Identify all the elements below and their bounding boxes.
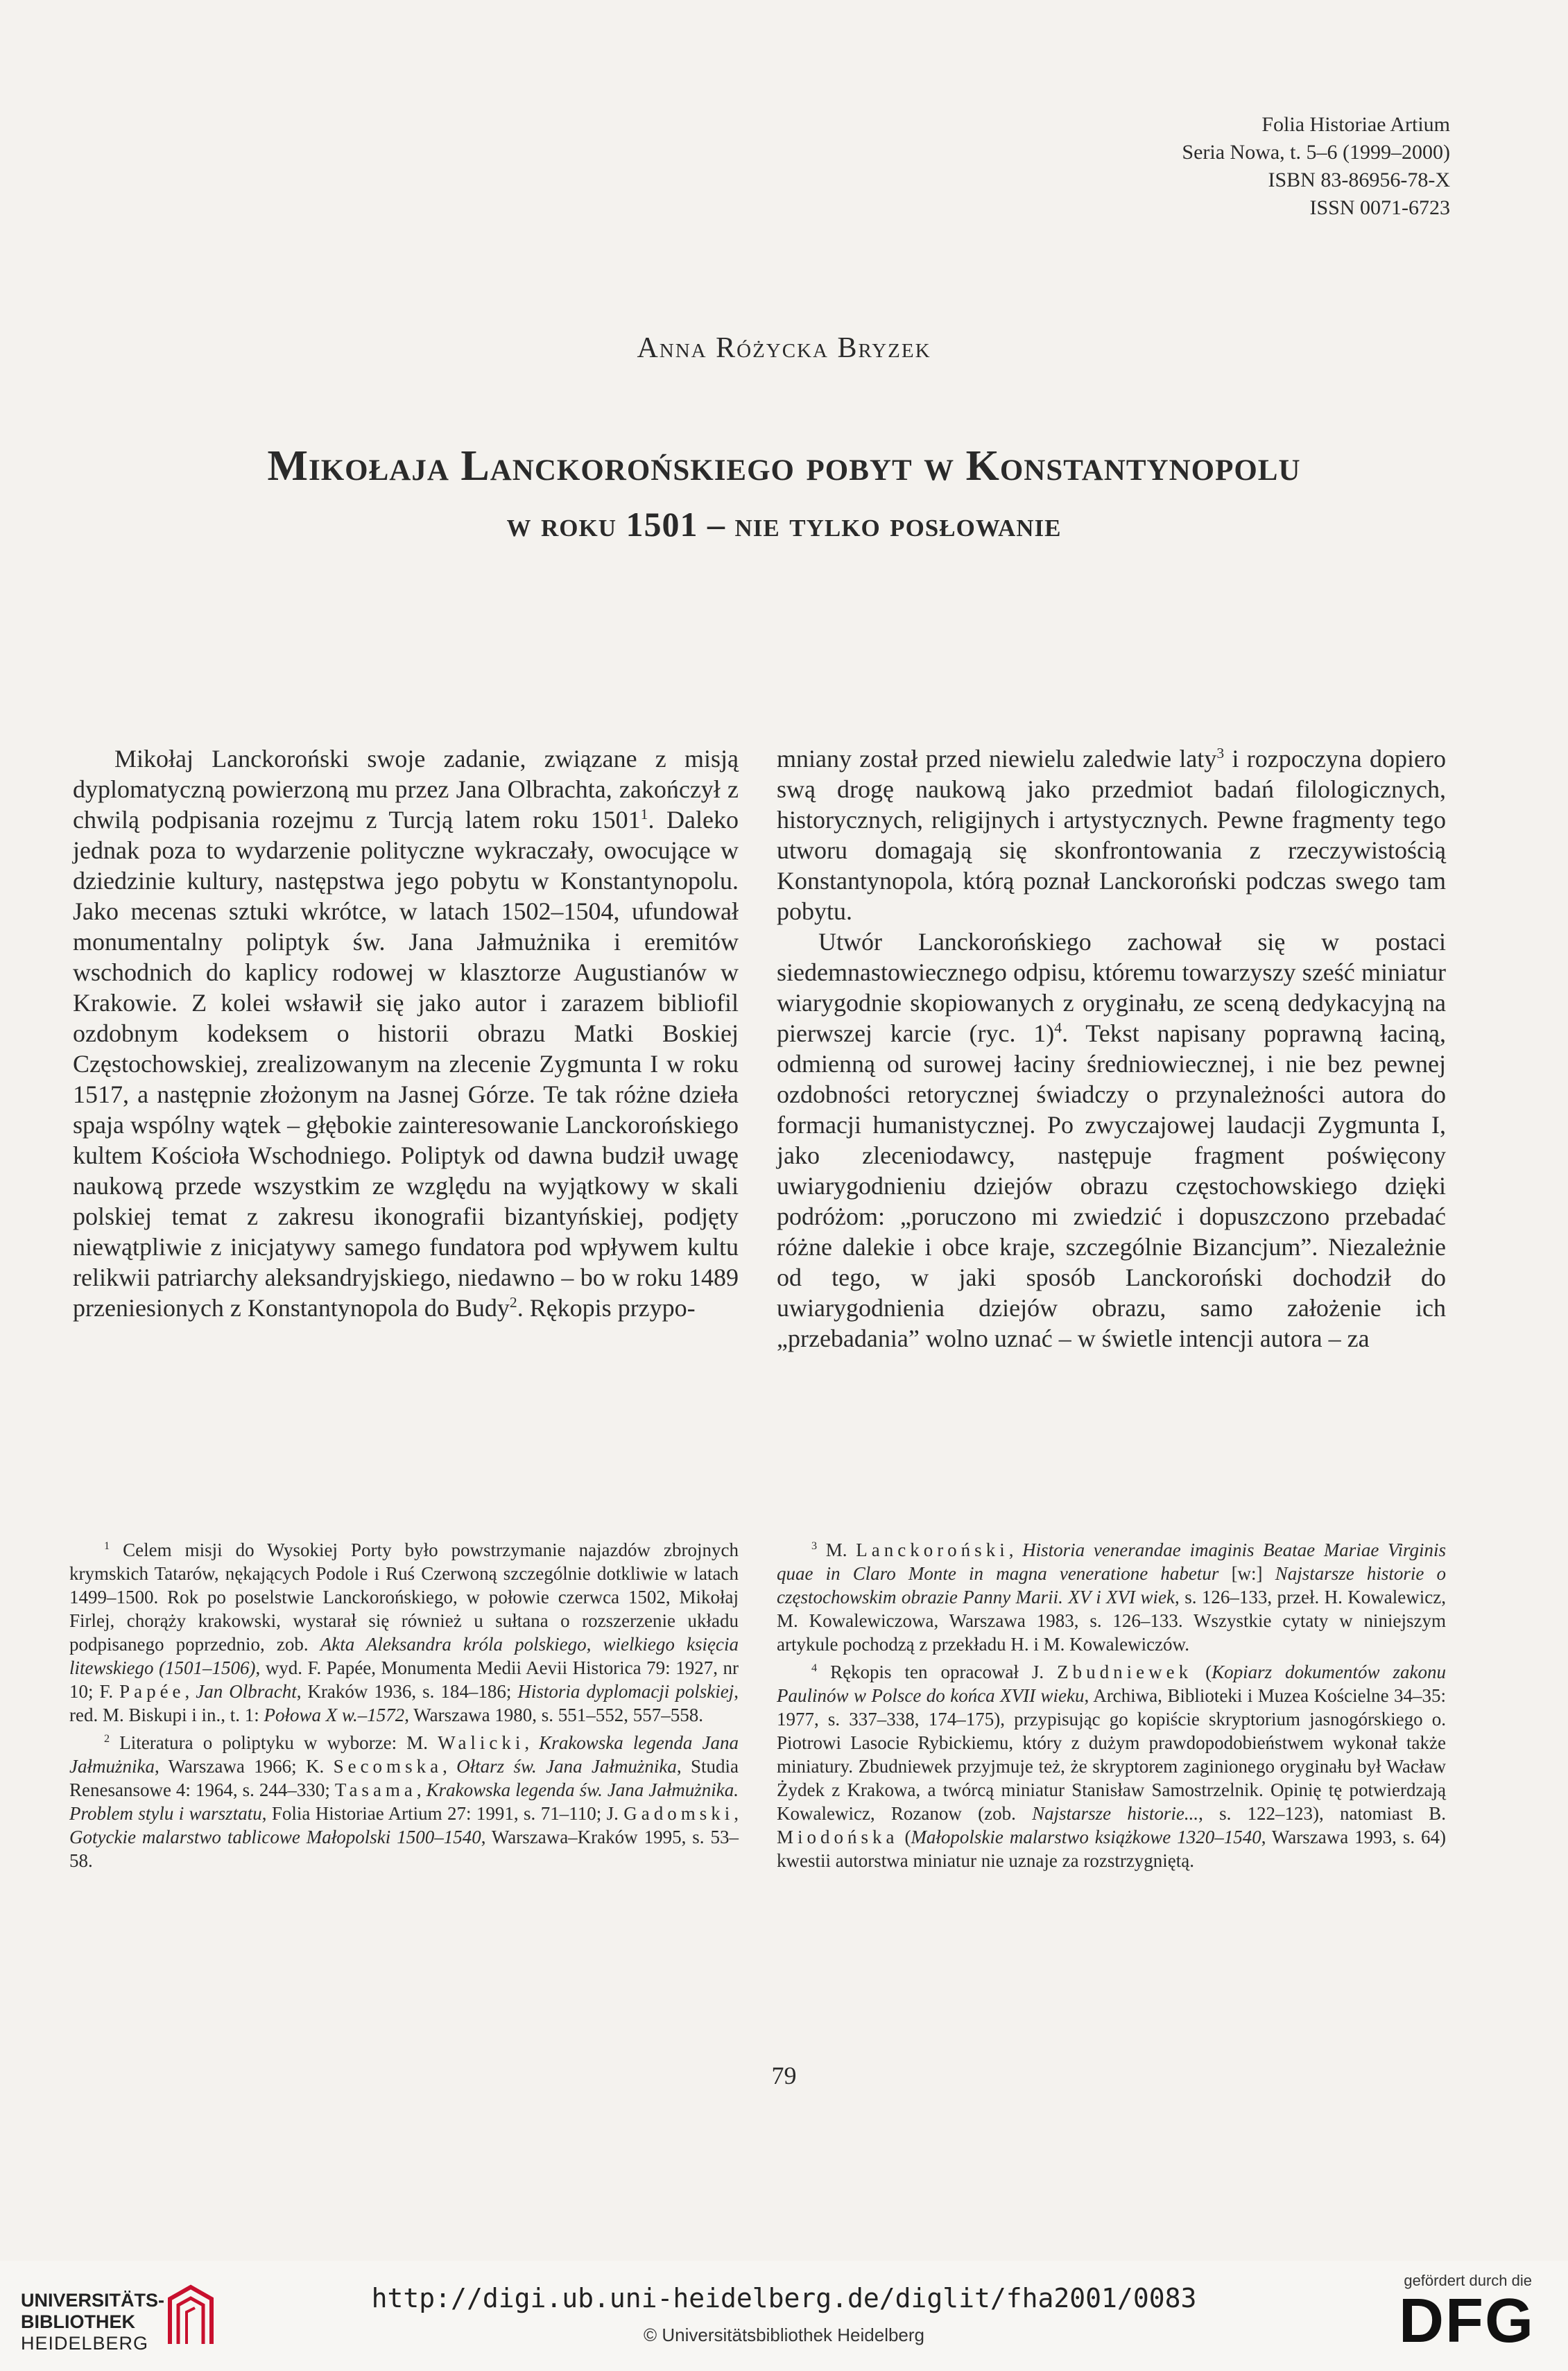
footnote-ref[interactable]: 2	[509, 1294, 517, 1311]
paragraph: Mikołaj Lanckoroński swoje zadanie, związane z misją dyplomatyczną powierzoną mu przez Jana Olbrachta, zakończył z chwilą podpisania rozejmu z Turcją latem roku 1501$^1$. Daleko jednak poza to wydarzenie polityczne wykraczały, owocujące w dziedzinie kultury, następstwa jego pobytu w Konstantynopolu. Jako mecenas sztuki wkrótce, w latach 1502–1504, ufundował monumentalny poliptyk św. Jana Jałmużnika i eremitów wschodnich do kaplicy rodowej w klasztorze Augustianów w Krakowie. Z kolei wsławił się jako autor i zarazem bibliofil ozdobnym kodeksem o historii obrazu Matki Boskiej Częstochowskiej, zrealizowanym na zlecenie Zygmunta I w roku 1517, a następnie złożonym na Jasnej Górze. Te tak różne dzieła spaja wspólny wątek – głębokie zainteresowanie Lanckorońskiego kultem Kościoła Wschodniego. Poliptyk od dawna budził uwagę naukową przede wszystkim ze względu na wyjątkowy w skali polskiej temat z zakresu ikonografii bizantyńskiej, podjęty niewątpliwie z inicjatywy samego fundatora pod wpływem kultu relikwii patriarchy aleksandryjskiego, niedawno – bo w roku 1489 przeniesionych z Konstantynopola do Budy$^2$. Rękopis przypo-	[73, 745, 739, 1322]
funded-by-label: gefördert durch die	[1404, 2272, 1532, 2289]
library-line-2: BIBLIOTHEK	[21, 2311, 135, 2332]
footnotes-right	[777, 1538, 1446, 1877]
isbn: ISBN 83-86956-78-X	[1268, 169, 1450, 191]
body-column-right	[777, 743, 1446, 1354]
footnotes-left	[69, 1538, 739, 1877]
article-title	[0, 436, 1568, 552]
footnote: $^2$ Literatura o poliptyku w wyborze: M. Walicki, Krakowska legenda Jana Jałmużnika, Warszawa 1966; K. Secomska, Ołtarz św. Jana Jałmużnika, Studia Renesansowe 4: 1964, s. 244–330; Tasama, Krakowska legenda św. Jana Jałmużnika. Problem stylu i warsztatu, Folia Historiae Artium 27: 1991, s. 71–110; J. Gadomski, Gotyckie malarstwo tablicowe Małopolski 1500–1540, Warszawa–Kraków 1995, s. 53–58.	[69, 1732, 739, 1871]
journal-series: Seria Nowa, t. 5–6 (1999–2000)	[1182, 141, 1450, 164]
journal-name: Folia Historiae Artium	[1261, 113, 1450, 136]
footnote-ref[interactable]: 1	[640, 806, 648, 822]
permalink[interactable]: http://digi.ub.uni-heidelberg.de/diglit/fha2001/0083	[371, 2283, 1197, 2313]
paragraph: Utwór Lanckorońskiego zachował się w postaci siedemnastowiecznego odpisu, któremu towarzyszy sześć miniatur wiarygodnie skopiowanych z oryginału, ze sceną dedykacyjną na pierwszej karcie (ryc. 1)$^4$. Tekst napisany poprawną łaciną, odmienną od surowej łaciny średniowiecznej, i nie bez pewnej ozdobności retorycznej świadczy o przynależności autora do formacji humanistycznej. Po zwyczajowej laudacji Zygmunta I, jako zleceniodawcy, następuje fragment poświęcony uwiarygodnieniu dziejów obrazu częstochowskiego dzięki podróżom: „poruczono mi zwiedzić i dopuszczono przebadać różne dalekie i obce kraje, szczególnie Bizancjum”. Niezależnie od tego, w jaki sposób Lanckoroński dochodził do uwiarygodnienia dziejów obrazu, samo założenie ich „przebadania” wolno uznać – w świetle intencji autora – za	[777, 928, 1446, 1352]
footer-bar	[0, 2261, 1568, 2371]
footnote: $^1$ Celem misji do Wysokiej Porty było powstrzymanie najazdów zbrojnych krymskich Tatarów, nękających Podole i Ruś Czerwoną szczególnie dotkliwie w latach 1499–1500. Rok po poselstwie Lanckorońskiego, w połowie czerwca 1502, Mikołaj Firlej, chorąży krakowski, wystarał się również u sułtana o rozszerzenie układu podpisanego poprzednio, zob. Akta Aleksandra króla polskiego, wielkiego księcia litewskiego (1501–1506), wyd. F. Papée, Monumenta Medii Aevii Historica 79: 1927, nr 10; F. Papée, Jan Olbracht, Kraków 1936, s. 184–186; Historia dyplomacji polskiej, red. M. Biskupi i in., t. 1: Połowa X w.–1572, Warszawa 1980, s. 551–552, 557–558.	[69, 1540, 739, 1725]
footnote: $^3$ M. Lanckoroński, Historia venerandae imaginis Beatae Mariae Virginis quae in Claro Monte in magna veneratione habetur [w:] Najstarsze historie o częstochowskim obrazie Panny Marii. XV i XVI wiek, s. 126–133, przeł. H. Kowalewicz, M. Kowalewiczowa, Warszawa 1983, s. 126–133. Wszystkie cytaty w niniejszym artykule pochodzą z przekładu H. i M. Kowalewiczów.	[777, 1540, 1447, 1655]
title-line-1: Mikołaja Lanckorońskiego pobyt w Konstantynopolu	[267, 442, 1301, 490]
library-line-1: UNIVERSITÄTS-	[21, 2290, 165, 2311]
issn: ISSN 0071-6723	[1309, 196, 1450, 219]
paragraph: mniany został przed niewielu zaledwie laty$^3$ i rozpoczyna dopiero swą drogę naukową jako przedmiot badań filologicznych, historycznych, religijnych i artystycznych. Pewne fragmenty tego utworu domagają się skonfrontowania z rzeczywistością Konstantynopola, którą poznał Lanckoroński podczas swego tam pobytu.	[777, 745, 1446, 925]
body-column-left	[73, 743, 739, 1323]
footnote-ref[interactable]: 3	[1216, 745, 1225, 761]
dfg-logo[interactable]: DFG	[1399, 2286, 1535, 2356]
copyright: © Universitätsbibliothek Heidelberg	[643, 2325, 925, 2345]
article-author: Anna Różycka Bryzek	[637, 332, 931, 364]
page-number: 79	[771, 2062, 797, 2089]
footnote: $^4$ Rękopis ten opracował J. Zbudniewek (Kopiarz dokumentów zakonu Paulinów w Polsce do końca XVII wieku, Archiwa, Biblioteki i Muzea Kościelne 34–35: 1977, s. 337–338, 174–175), przypisując go kopiście skryptorium jasnogórskiego o. Piotrowi Lasocie Rybickiemu, który z dużym prawdopodobieństwem wykonał także miniatury. Zbudniewek przyjmuje też, że skryptorem zaginionego oryginału był Wacław Żydek z Krakowa, a twórcą miniatur Stanisław Samostrzelnik. Opinię tę potwierdzają Kowalewicz, Rozanow (zob. Najstarsze historie..., s. 122–123), natomiast B. Miodońska (Małopolskie malarstwo książkowe 1320–1540, Warszawa 1993, s. 64) kwestii autorstwa miniatur nie uznaje za rozstrzygniętą.	[777, 1662, 1446, 1871]
library-line-3: HEIDELBERG	[21, 2333, 149, 2354]
footnote-ref[interactable]: 4	[1054, 1019, 1062, 1036]
journal-meta	[1182, 111, 1450, 222]
title-line-2: w roku 1501 – nie tylko posłowanie	[506, 505, 1062, 544]
